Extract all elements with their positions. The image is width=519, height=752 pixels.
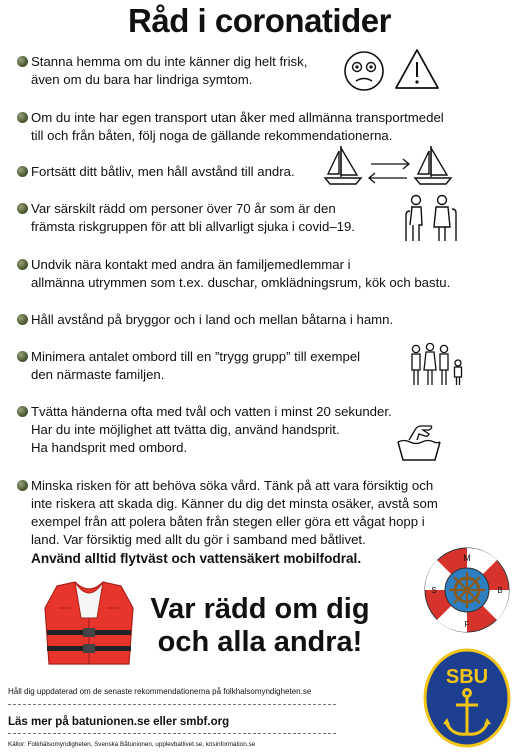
slogan	[130, 593, 390, 659]
bullet-icon	[17, 314, 28, 325]
page-title: Råd i coronatider	[128, 2, 391, 39]
tip-keep-distance	[17, 163, 295, 181]
family-icon	[408, 343, 466, 389]
tip-elderly	[17, 200, 355, 236]
footer-update-text: Håll dig uppdaterad om de senaste rekommendationerna på folkhalsomyndigheten.se	[8, 687, 312, 696]
tip-text: Stanna hemma om du inte känner dig helt frisk, även om du bara har lindriga symtom.	[31, 54, 308, 87]
tip-text: Om du inte har egen transport utan åker med allmänna transportmedel till och från båten, följ noga de gällande rekommendationerna.	[31, 110, 444, 143]
tip-text: Fortsätt ditt båtliv, men håll avstånd till andra.	[31, 164, 295, 179]
sbu-anchor-badge-icon	[422, 648, 512, 748]
tip-wash-hands	[17, 403, 392, 457]
badge-text: SBU	[445, 666, 489, 688]
slogan-line-2: och alla andra!	[157, 626, 363, 658]
footer-more-link[interactable]: Läs mer på batunionen.se eller smbf.org	[8, 716, 230, 728]
sailboat-icon	[323, 143, 365, 187]
tip-reduce-risk	[17, 477, 438, 549]
slogan-line-1: Var rädd om dig	[150, 593, 370, 625]
bullet-icon	[17, 166, 28, 177]
divider	[8, 733, 336, 734]
life-jacket-icon	[37, 578, 141, 668]
tip-text: Var särskilt rädd om personer över 70 år som är den främsta riskgruppen för att bli allvarligt sjuka i covid–19.	[31, 201, 355, 234]
tip-transport	[17, 109, 444, 145]
tip-text: Tvätta händerna ofta med tvål och vatten i minst 20 sekunder. Har du inte möjlighet att tvätta dig, använd handsprit. Ha handsprit med ombord.	[31, 404, 392, 455]
sick-face-icon	[343, 50, 385, 92]
elderly-couple-icon	[402, 193, 462, 245]
bullet-icon	[17, 203, 28, 214]
bullet-icon	[17, 480, 28, 491]
tip-docks-distance	[17, 311, 393, 329]
tip-text: Minska risken för att behöva söka vård. Tänk på att vara försiktig och inte riskera att skada dig. Känner du dig det minsta osäker, avstå som exempel från att polera båten från stegen eller göra ett vågat hopp i land. Var försiktig med allt du gör i samband med båtlivet.	[31, 478, 438, 547]
swap-arrows-icon	[365, 155, 413, 187]
hand-wash-icon	[395, 420, 443, 464]
footer-sources: Källor: Folkhälsomyndigheten, Svenska Båtunionen, upplevbatlivet.se, krisinformation.se	[8, 741, 256, 748]
lifebuoy-letter-right: B	[497, 586, 503, 595]
bullet-icon	[17, 112, 28, 123]
bullet-icon	[17, 259, 28, 270]
lifebuoy-letter-bottom: F	[464, 620, 470, 629]
tip-text: Håll avstånd på bryggor och i land och mellan båtarna i hamn.	[31, 312, 394, 327]
bullet-icon	[17, 56, 28, 67]
lifebuoy-logo-icon	[422, 544, 512, 636]
emphasis-text: Använd alltid flytväst och vattensäkert mobilfodral.	[31, 551, 362, 566]
warning-icon	[393, 47, 441, 91]
tip-text: Undvik nära kontakt med andra än familjemedlemmar i allmänna utrymmen som t.ex. duschar, omklädningsrum, kök och bastu.	[31, 257, 451, 290]
lifebuoy-letter-left: S	[431, 586, 437, 595]
tip-avoid-contact	[17, 256, 450, 292]
bullet-icon	[17, 406, 28, 417]
lifebuoy-letter-top: M	[463, 553, 471, 563]
divider	[8, 704, 336, 705]
tip-stay-home	[17, 53, 307, 89]
tip-text: Minimera antalet ombord till en ”trygg grupp” till exempel den närmaste familjen.	[31, 349, 361, 382]
tip-safe-group	[17, 348, 360, 384]
bullet-icon	[17, 351, 28, 362]
sailboat-icon	[413, 143, 455, 187]
